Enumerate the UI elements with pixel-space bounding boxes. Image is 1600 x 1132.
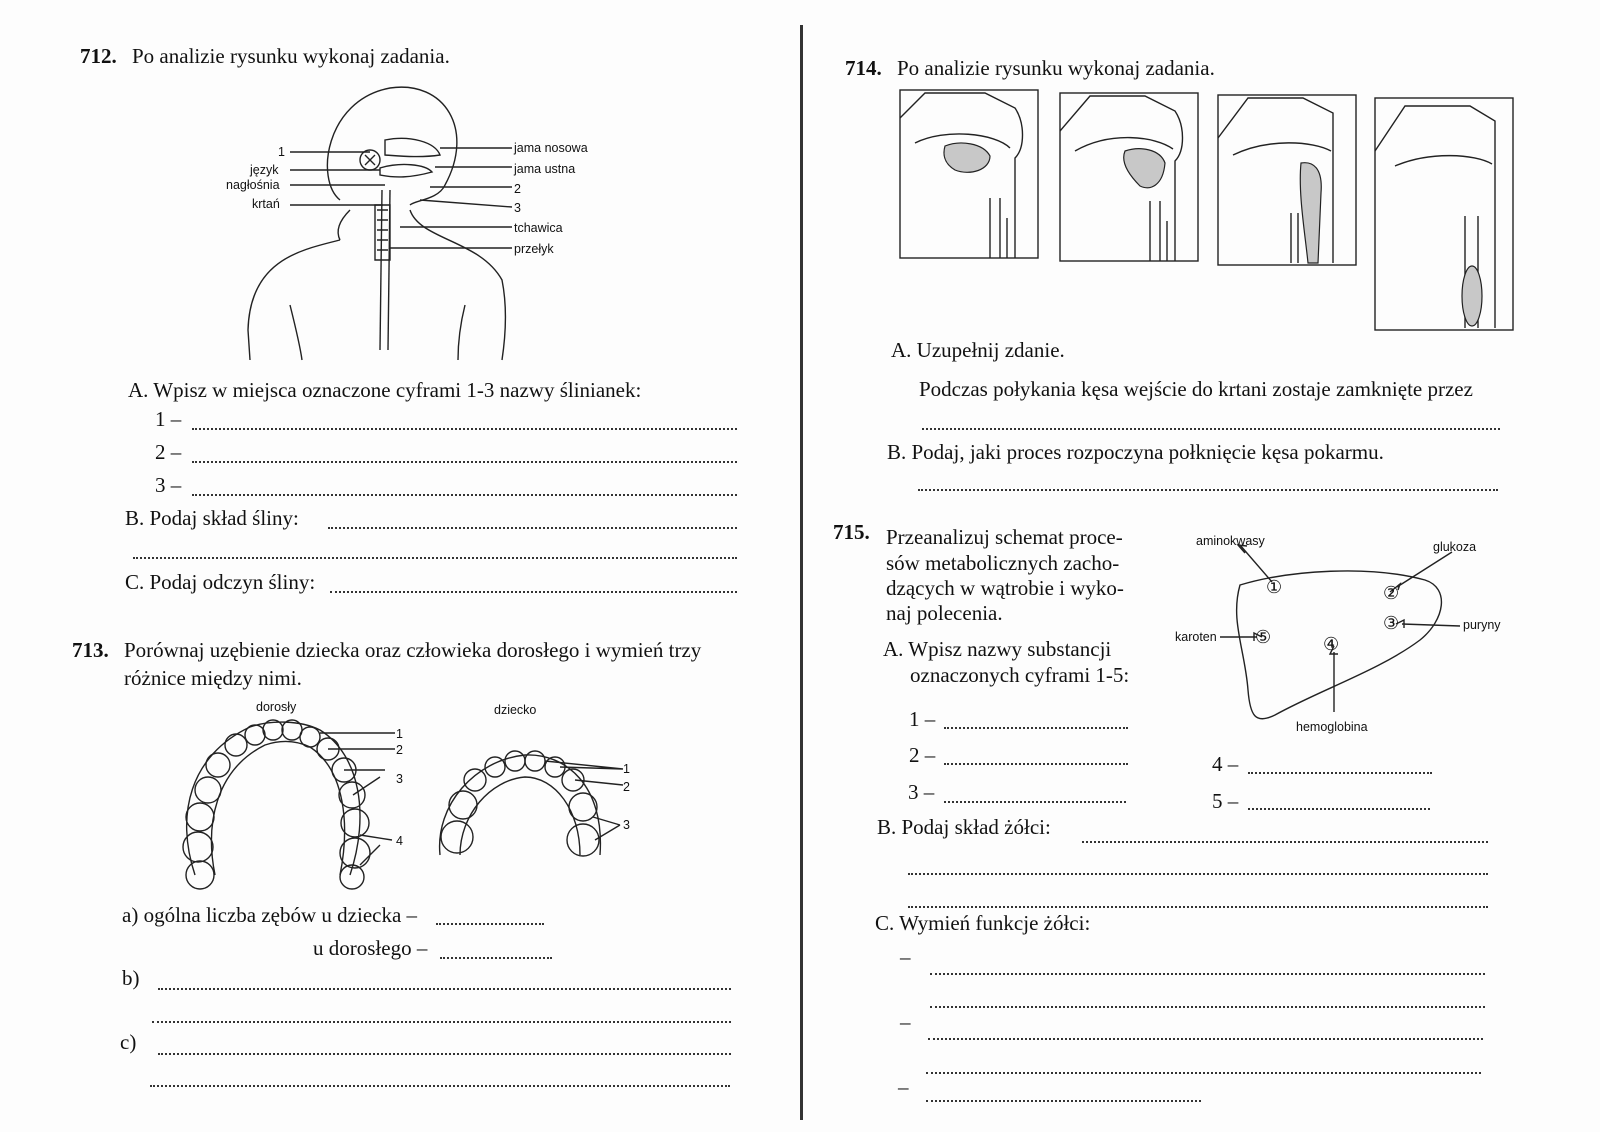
label-jama-nosowa: jama nosowa bbox=[514, 141, 588, 155]
q715-intro-1: Przeanalizuj schemat proce- bbox=[886, 525, 1123, 549]
answer-line-712-C[interactable] bbox=[330, 591, 737, 593]
circle-1: ① bbox=[1266, 577, 1283, 597]
q715-number: 715. bbox=[833, 520, 870, 544]
q715-dash-1: – bbox=[900, 945, 911, 969]
answer-line-712-2[interactable] bbox=[192, 461, 737, 463]
q715-item2: 2 – bbox=[909, 743, 936, 767]
q714-number: 714. bbox=[845, 56, 882, 80]
answer-line-713-a-adult[interactable] bbox=[440, 957, 552, 959]
circle-2: ② bbox=[1383, 583, 1400, 603]
q712-header bbox=[80, 44, 450, 69]
q713-c: c) bbox=[120, 1030, 137, 1054]
q714-header bbox=[845, 56, 1215, 81]
label-krtan: krtań bbox=[252, 197, 280, 211]
answer-line-715-C3[interactable] bbox=[928, 1038, 1483, 1040]
circle-4: ④ bbox=[1323, 634, 1340, 654]
circle-5: ⑤ bbox=[1255, 627, 1272, 647]
answer-line-715-C1[interactable] bbox=[930, 973, 1485, 975]
q715-item3: 3 – bbox=[908, 780, 935, 804]
q715-C: C. Wymień funkcje żółci: bbox=[875, 911, 1091, 935]
q715-item5: 5 – bbox=[1212, 789, 1239, 813]
answer-line-715-B3[interactable] bbox=[908, 906, 1488, 908]
q715-B: B. Podaj skład żółci: bbox=[877, 815, 1051, 839]
stage-2 bbox=[1060, 93, 1198, 261]
answer-line-712-3[interactable] bbox=[192, 494, 737, 496]
answer-line-712-B2[interactable] bbox=[133, 557, 737, 559]
child-mark-3: 3 bbox=[623, 818, 630, 832]
answer-line-715-C4[interactable] bbox=[926, 1072, 1481, 1074]
book-spine bbox=[800, 25, 803, 1120]
q712-A-item3: 3 – bbox=[155, 473, 182, 497]
answer-line-715-2[interactable] bbox=[944, 763, 1128, 765]
left-leader-lines bbox=[285, 150, 385, 210]
swallowing-stages-figure bbox=[895, 88, 1515, 333]
answer-line-715-B2[interactable] bbox=[908, 873, 1488, 875]
q715-intro-2: sów metabolicznych zacho- bbox=[886, 551, 1120, 575]
q715-item4: 4 – bbox=[1212, 752, 1239, 776]
answer-line-712-1[interactable] bbox=[192, 428, 737, 430]
right-leader-lines bbox=[380, 145, 515, 255]
q714-A-sentence: Podczas połykania kęsa wejście do krtani zostaje zamknięte przez bbox=[919, 377, 1473, 401]
adult-label: dorosły bbox=[256, 700, 297, 714]
child-label: dziecko bbox=[494, 703, 537, 717]
q714-B: B. Podaj, jaki proces rozpoczyna połknięcie kęsa pokarmu. bbox=[887, 440, 1384, 464]
q712-title: Po analizie rysunku wykonaj zadania. bbox=[132, 44, 450, 68]
q715-A-line1: A. Wpisz nazwy substancji bbox=[883, 637, 1112, 661]
q715-item1: 1 – bbox=[909, 707, 936, 731]
q715-dash-2: – bbox=[900, 1010, 911, 1034]
label-glukoza: glukoza bbox=[1433, 540, 1477, 554]
adult-teeth-figure bbox=[170, 715, 410, 890]
q712-C: C. Podaj odczyn śliny: bbox=[125, 570, 316, 594]
q713-a-line1: a) ogólna liczba zębów u dziecka – bbox=[122, 903, 418, 927]
adult-mark-4: 4 bbox=[396, 834, 403, 848]
label-przelyk: przełyk bbox=[514, 242, 554, 256]
q713-header bbox=[72, 638, 701, 663]
q712-A-item2: 2 – bbox=[155, 440, 182, 464]
label-jama-ustna: jama ustna bbox=[514, 162, 576, 176]
answer-line-715-3[interactable] bbox=[944, 801, 1126, 803]
q713-number: 713. bbox=[72, 638, 109, 662]
answer-line-713-b1[interactable] bbox=[158, 988, 731, 990]
q715-intro-3: dzących w wątrobie i wyko- bbox=[886, 576, 1124, 600]
q712-number: 712. bbox=[80, 44, 117, 68]
answer-line-713-a-child[interactable] bbox=[436, 923, 544, 925]
answer-line-713-c1[interactable] bbox=[158, 1053, 731, 1055]
answer-line-715-1[interactable] bbox=[944, 727, 1128, 729]
adult-mark-1: 1 bbox=[396, 727, 403, 741]
label-hemoglobina: hemoglobina bbox=[1296, 720, 1368, 734]
label-2: 2 bbox=[514, 182, 521, 196]
q712-A-item1: 1 – bbox=[155, 407, 182, 431]
answer-line-712-B1[interactable] bbox=[328, 527, 737, 529]
q715-dash-3: – bbox=[898, 1075, 909, 1099]
answer-line-713-b2[interactable] bbox=[152, 1021, 731, 1023]
q713-b: b) bbox=[122, 966, 140, 990]
answer-line-715-C2[interactable] bbox=[930, 1006, 1485, 1008]
stage-1 bbox=[900, 90, 1038, 258]
stage-3 bbox=[1218, 95, 1356, 265]
answer-line-715-C5[interactable] bbox=[926, 1100, 1201, 1102]
q712-A: A. Wpisz w miejsca oznaczone cyframi 1-3 nazwy ślinianek: bbox=[128, 378, 642, 402]
label-1: 1 bbox=[278, 145, 285, 159]
q713-a-line2: u dorosłego – bbox=[313, 936, 428, 960]
label-jezyk: język bbox=[250, 163, 279, 177]
label-karoten: karoten bbox=[1175, 630, 1217, 644]
q715-intro-4: naj polecenia. bbox=[886, 601, 1003, 625]
stage-4 bbox=[1375, 98, 1513, 330]
answer-line-715-5[interactable] bbox=[1248, 808, 1430, 810]
label-naglosnia: nagłośnia bbox=[226, 178, 280, 192]
answer-line-715-4[interactable] bbox=[1248, 772, 1432, 774]
answer-line-714-B[interactable] bbox=[918, 489, 1498, 491]
adult-mark-3: 3 bbox=[396, 772, 403, 786]
child-teeth-figure bbox=[435, 745, 635, 860]
adult-mark-2: 2 bbox=[396, 743, 403, 757]
q714-A: A. Uzupełnij zdanie. bbox=[891, 338, 1065, 362]
q713-line1: Porównaj uzębienie dziecka oraz człowieka dorosłego i wymień trzy bbox=[124, 638, 702, 662]
child-mark-2: 2 bbox=[623, 780, 630, 794]
circle-3: ③ bbox=[1383, 613, 1400, 633]
q712-B: B. Podaj skład śliny: bbox=[125, 506, 299, 530]
answer-line-715-B1[interactable] bbox=[1082, 841, 1488, 843]
q714-title: Po analizie rysunku wykonaj zadania. bbox=[897, 56, 1215, 80]
label-tchawica: tchawica bbox=[514, 221, 563, 235]
child-mark-1: 1 bbox=[623, 762, 630, 776]
answer-line-714-A[interactable] bbox=[922, 428, 1500, 430]
q715-A-line2: oznaczonych cyframi 1-5: bbox=[910, 663, 1130, 687]
q713-line2: różnice między nimi. bbox=[124, 666, 302, 690]
label-aminokwasy: aminokwasy bbox=[1196, 534, 1265, 548]
answer-line-713-c2[interactable] bbox=[150, 1085, 730, 1087]
label-puryny: puryny bbox=[1463, 618, 1501, 632]
label-3: 3 bbox=[514, 201, 521, 215]
